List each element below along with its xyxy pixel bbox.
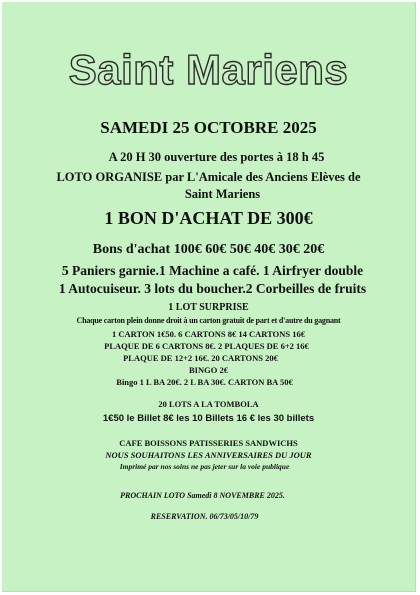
bingo-prices: Bingo 1 L BA 20€. 2 L BA 30€. CARTON BA 50€ — [116, 377, 293, 387]
refreshments: CAFE BOISSONS PATISSERIES SANDWICHS — [119, 438, 298, 448]
prizes-line-1: 5 Paniers garnie.1 Machine a café. 1 Airfryer double — [61, 263, 364, 278]
organizer-line-2: Saint Mariens — [184, 187, 261, 201]
main-prize: 1 BON D'ACHAT DE 300€ — [104, 208, 313, 228]
reservation: RESERVATION. 06/73/05/10/79 — [150, 512, 259, 521]
bingo-title: BINGO 2€ — [189, 365, 228, 375]
printed-note: Imprimé par nos soins ne pas jeter sur la voie publique — [119, 462, 290, 471]
birthdays-note: NOUS SOUHAITONS LES ANNIVERSAIRES DU JOUR — [105, 450, 312, 460]
carton-rule: Chaque carton plein donne droit à un carton gratuit de part et d'autre du gagnant — [76, 316, 341, 325]
flyer-sheet — [2, 2, 416, 592]
flyer-title: Saint Mariens — [68, 46, 349, 93]
carton-prices-3: PLAQUE DE 12+2 16€. 20 CARTONS 20€ — [123, 353, 278, 363]
prizes-line-2: 1 Autocuiseur. 3 lots du boucher.2 Corbeilles de fruits — [58, 281, 367, 296]
event-date: SAMEDI 25 OCTOBRE 2025 — [100, 118, 317, 137]
carton-prices-2: PLAQUE DE 6 CARTONS 8€. 2 PLAQUES DE 6+2 16€ — [104, 341, 309, 351]
vouchers-list: Bons d'achat 100€ 60€ 50€ 40€ 30€ 20€ — [92, 242, 325, 257]
organizer-line-1: LOTO ORGANISE par L'Amicale des Anciens Elèves de — [56, 170, 361, 184]
tombola-title: 20 LOTS A LA TOMBOLA — [158, 399, 259, 409]
surprise-lot: 1 LOT SURPRISE — [168, 302, 249, 313]
event-hours: A 20 H 30 ouverture des portes à 18 h 45 — [108, 150, 325, 164]
next-loto: PROCHAIN LOTO Samedi 8 NOVEMBRE 2025. — [120, 491, 285, 500]
carton-prices-1: 1 CARTON 1€50. 6 CARTONS 8€ 14 CARTONS 16€ — [112, 329, 305, 339]
tombola-prices: 1€50 le Billet 8€ les 10 Billets 16 € les 30 billets — [102, 413, 315, 424]
